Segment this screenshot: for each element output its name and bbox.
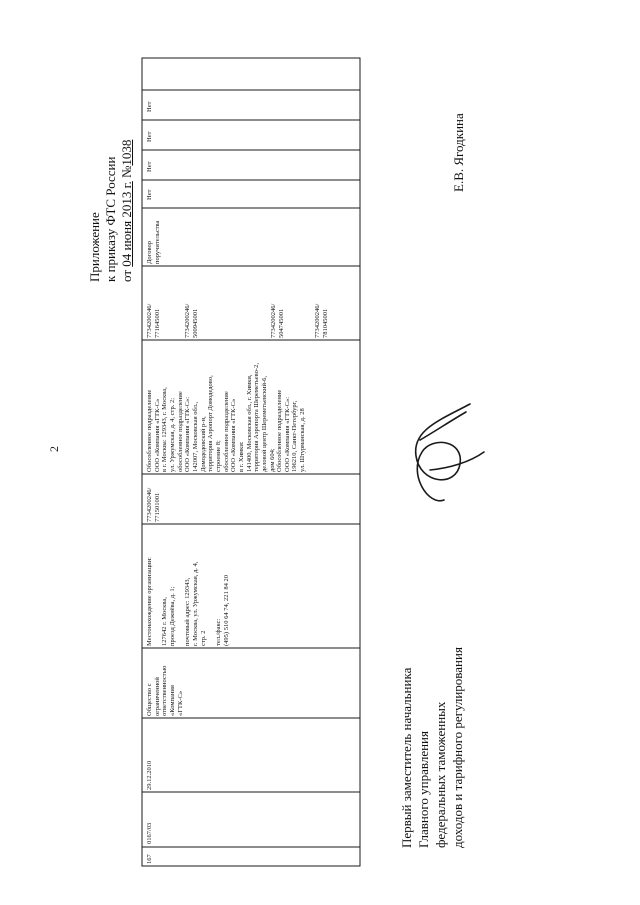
cell-divisions: Обособленное подразделение ООО «Компания «ГТК-С» в г. Москва: 129343, г. Москва, ул. Уржумская, д. 4, стр. 2; обособленное подразделение ООО «Компания «ГТК-С»: 142007, Московская обл., Домодедовский р-н, территория Аэропорт Домодедово, строение 8; обособленное подразделение ООО «Компания «ГТК-С» в г. Химки: 141400, Московская обл., г. Химки, территория Аэропорта Шереметьево-2, деловой центр Шереметьевский-6, дом 604; Обособленное подразделение ООО «Компания «ГТК-С»: 196210, Санкт-Петербург, ул. Штурманская, д. 28 — [146, 363, 307, 472]
cell-answer: Нет — [146, 189, 153, 200]
cell-date: 29.12.2010 — [146, 760, 153, 790]
signatory-title-line: доходов и тарифного регулирования — [450, 647, 465, 848]
cell-answer: Нет — [146, 131, 153, 142]
annex-date-prefix: от — [119, 269, 134, 282]
signatory-title-line: Первый заместитель начальника — [399, 667, 414, 848]
cell-inn-kpp: 7734200246/ 771501001 — [146, 487, 161, 522]
cell-org-name: Общество с ограниченной ответственностью «Компания «ГТК-С» — [146, 665, 184, 716]
annex-order-ref: к приказу ФТС России — [103, 156, 118, 282]
page-number: 2 — [47, 446, 61, 452]
annex-number-prefix: № — [119, 165, 134, 178]
annex-number-value: 1038 — [119, 139, 134, 166]
cell-answer: Нет — [146, 161, 153, 172]
annex-date-value: 04 июня 2013 г. — [119, 181, 134, 267]
cell-guarantee: Договор поручительства — [146, 220, 161, 264]
annex-title: Приложение — [87, 212, 102, 282]
cell-division-code: 7734200246/ 781045001 — [314, 303, 329, 338]
cell-division-code: 7734200246/ 504745001 — [270, 303, 285, 338]
cell-division-code: 7734200246/ 500945001 — [184, 303, 199, 338]
cell-division-code: 7734200246/ 771645001 — [146, 303, 161, 338]
cell-answer: Нет — [146, 101, 153, 112]
cell-index: 167 — [146, 854, 153, 864]
signatory-name: Е.В. Ягодкина — [451, 113, 466, 192]
cell-address: Местонахождение организации: 127642 г. Москва, проезд Дежнёва, д. 1; почтовый адрес: 129343, г. Москва, ул. Уржумская, д. 4, стр. 2 тел./факс: (495) 510 64 74, 221 84 20 — [146, 557, 230, 646]
signatory-title-line: федеральных таможенных — [433, 701, 448, 848]
signatory-title-line: Главного управления — [416, 731, 431, 848]
cell-reg-number: 0167/03 — [146, 822, 153, 844]
